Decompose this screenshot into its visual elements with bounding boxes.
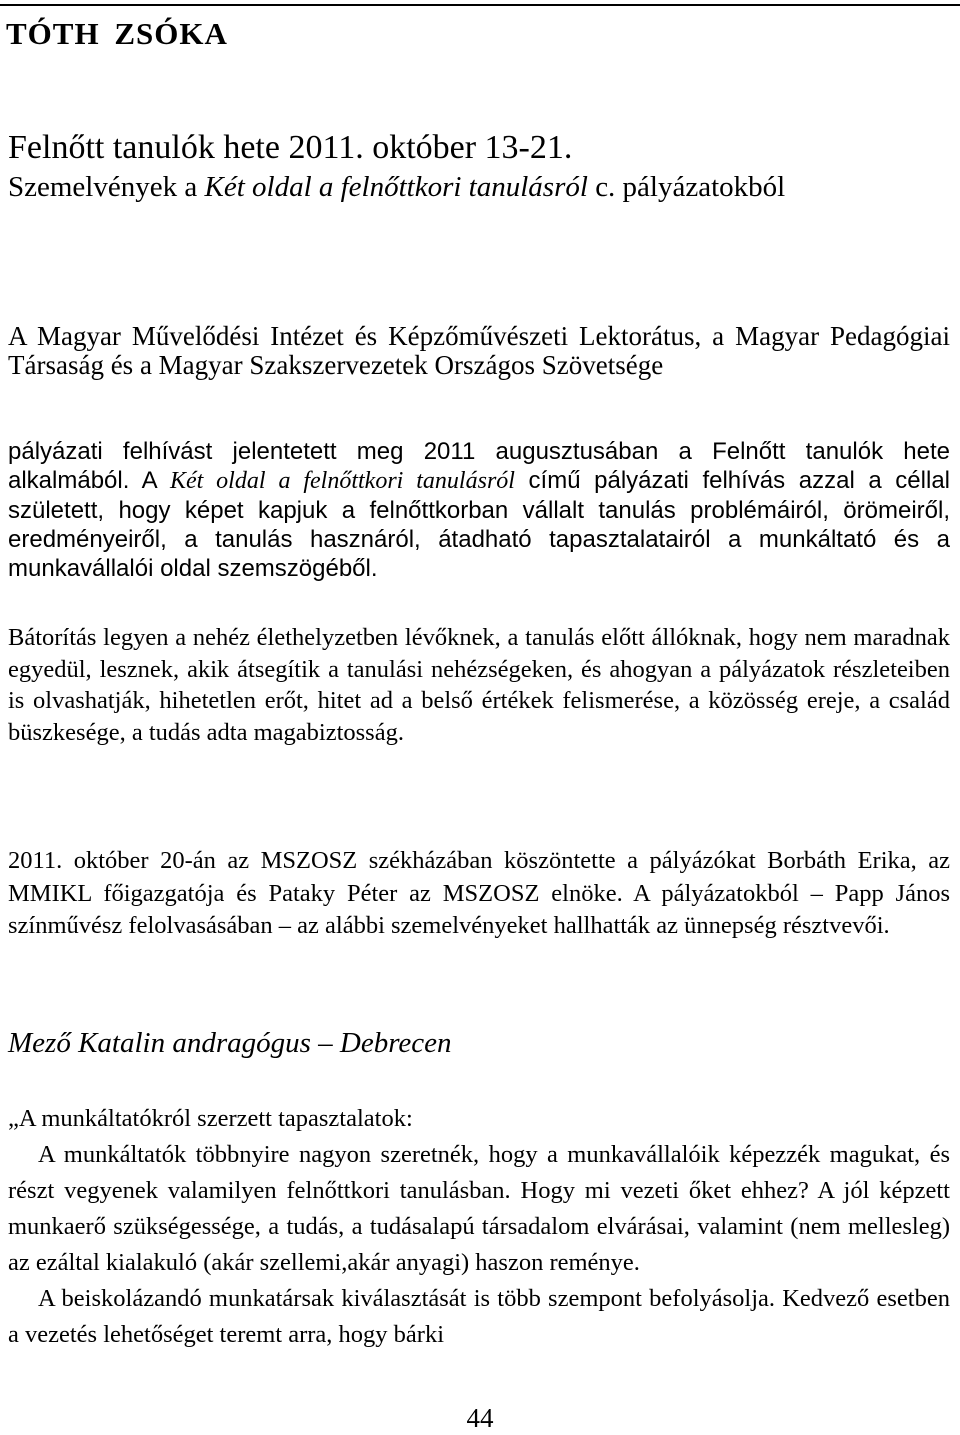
intro-paragraph-part-2 bbox=[8, 437, 950, 583]
contributor-signature: Mező Katalin andragógus – Debrecen bbox=[8, 1027, 452, 1059]
intro-text: pályázati felhívást jelentetett meg 2011 augusztusában a Felnőtt tanulók hete alkalmából. A bbox=[8, 438, 950, 494]
author-name: TÓTH ZSÓKA bbox=[6, 16, 228, 51]
article-title bbox=[8, 128, 953, 206]
intro-paragraph-part-1: A Magyar Művelődési Intézet és Képzőművészeti Lektorátus, a Magyar Pedagógiai Társaság és a Magyar Szakszervezetek Országos Szövetsége bbox=[8, 321, 950, 380]
title-italic: Két oldal a felnőttkori tanulásról bbox=[204, 171, 588, 203]
intro-text-rest: című pályázati felhívás azzal a céllal született, hogy képet kapjuk a felnőttkorban vállalt tanulás problémáiról, örömeiről, eredményeiről, a tanulás hasznáról, átadható tapasztalatairól a munkáltató és a munkavállalói oldal szemszögéből. bbox=[8, 467, 950, 582]
quote-paragraph-2: A beiskolázandó munkatársak kiválasztását is több szempont befolyásolja. Kedvező esetben a vezetés lehetőséget teremt arra, hogy bárki bbox=[8, 1285, 950, 1348]
quote-paragraph-1: A munkáltatók többnyire nagyon szeretnék, hogy a munkavállalóik képezzék magukat, és részt vegyenek valamilyen felnőttkori tanulásban. Hogy mi vezeti őket ehhez? A jól képzett munkaerő szükségessége, a tudás, a tudásalapú társadalom elvárásai, valamint (nem mellesleg) az ezáltal kialakuló (akár szellemi,akár anyagi) haszon reménye. bbox=[8, 1141, 950, 1276]
page-number: 44 bbox=[466, 1403, 494, 1433]
title-line-1: Felnőtt tanulók hete 2011. október 13-21. bbox=[8, 129, 573, 166]
title-line-2 bbox=[8, 168, 953, 206]
quote-excerpt bbox=[8, 1101, 950, 1353]
title-prefix: Szemelvények a bbox=[8, 171, 205, 203]
intro-italic-title: Két oldal a felnőttkori tanulásról bbox=[169, 468, 515, 494]
quote-heading: „A munkáltatókról szerzett tapasztalatok: bbox=[8, 1105, 413, 1132]
paragraph-ceremony: 2011. október 20-án az MSZOSZ székházában köszöntette a pályázókat Borbáth Erika, az MMIKL főigazgatója és Pataky Péter az MSZOSZ elnöke. A pályázatokból – Papp János színművész felolvasásában – az alábbi szemelvényeket hallhatták az ünnepség résztvevői. bbox=[8, 847, 950, 939]
paragraph-encouragement: Bátorítás legyen a nehéz élethelyzetben lévőknek, a tanulás előtt állóknak, hogy nem maradnak egyedül, lesznek, akik átsegítik a tanulási nehézségeken, és ahogyan a pályázatok részleteiben is olvashatják, hihetetlen erőt, hitet ad a belső értékek felismerése, a közösség ereje, a család büszkesége, a tudás adta magabiztosság. bbox=[8, 624, 950, 746]
title-suffix: c. pályázatokból bbox=[587, 171, 786, 203]
header-rule bbox=[0, 4, 960, 6]
